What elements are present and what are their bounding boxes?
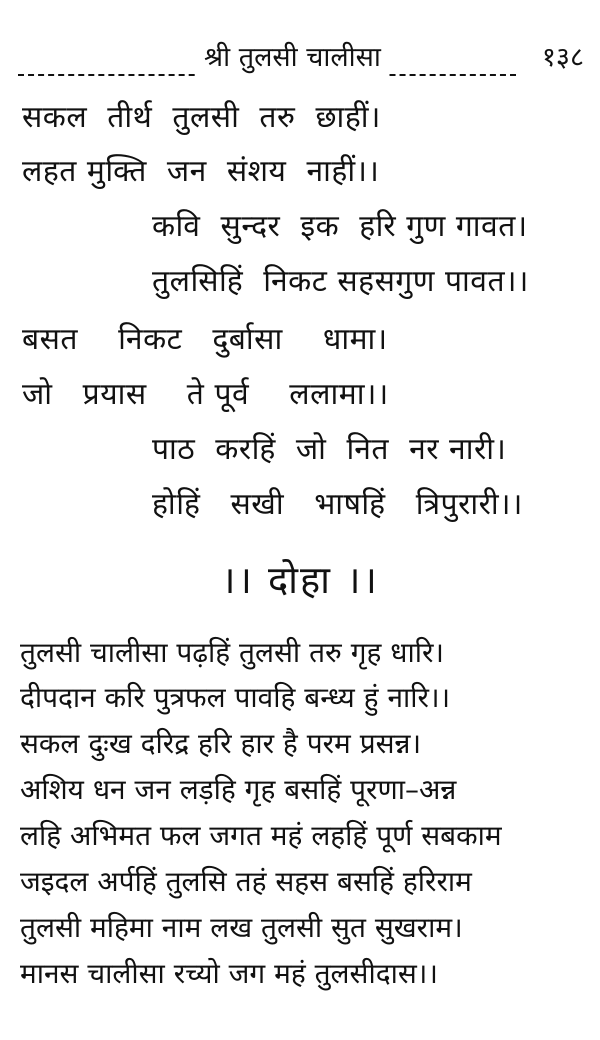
verse-line-6: जो प्रयास ते पूर्व ललामा।। — [22, 377, 389, 412]
verse-line-2: लहत मुक्ति जन संशय नाहीं।। — [22, 154, 380, 189]
verse-line-4: तुलसिहिं निकट सहसगुण पावत।। — [152, 264, 529, 299]
verse-line-3: कवि सुन्दर इक हरि गुण गावत। — [152, 209, 528, 244]
verse-line-7: पाठ करहिं जो नित नर नारी। — [152, 432, 507, 467]
page-number: १३८ — [536, 38, 584, 78]
doha-line-4: अशिय धन जन लड़हि गृह बसहिं पूरणा–अन्न — [20, 773, 457, 806]
verse-line-1: सकल तीर्थ तुलसी तरु छाहीं। — [22, 100, 381, 135]
doha-line-6: जइदल अर्पहिं तुलसि तहं सहस बसहिं हरिराम — [20, 865, 472, 898]
verse-line-8: होहिं सखी भाषहिं त्रिपुरारी।। — [152, 487, 523, 522]
page-header — [18, 30, 588, 86]
verse-line-5: बसत निकट दुर्बासा धामा। — [22, 322, 388, 357]
doha-line-8: मानस चालीसा रच्यो जग महं तुलसीदास।। — [20, 957, 438, 990]
doha-line-7: तुलसी महिमा नाम लख तुलसी सुत सुखराम। — [20, 911, 463, 944]
page-title: श्री तुलसी चालीसा — [196, 38, 389, 78]
doha-heading: ।। दोहा ।। — [221, 558, 379, 602]
doha-line-5: लहि अभिमत फल जगत महं लहहिं पूर्ण सबकाम — [20, 819, 502, 852]
doha-line-1: तुलसी चालीसा पढ़हिं तुलसी तरु गृह धारि। — [20, 636, 445, 669]
doha-line-2: दीपदान करि पुत्रफल पावहि बन्ध्य हुं नारि।। — [20, 681, 451, 714]
doha-line-3: सकल दुःख दरिद्र हरि हार है परम प्रसन्न। — [20, 727, 422, 760]
